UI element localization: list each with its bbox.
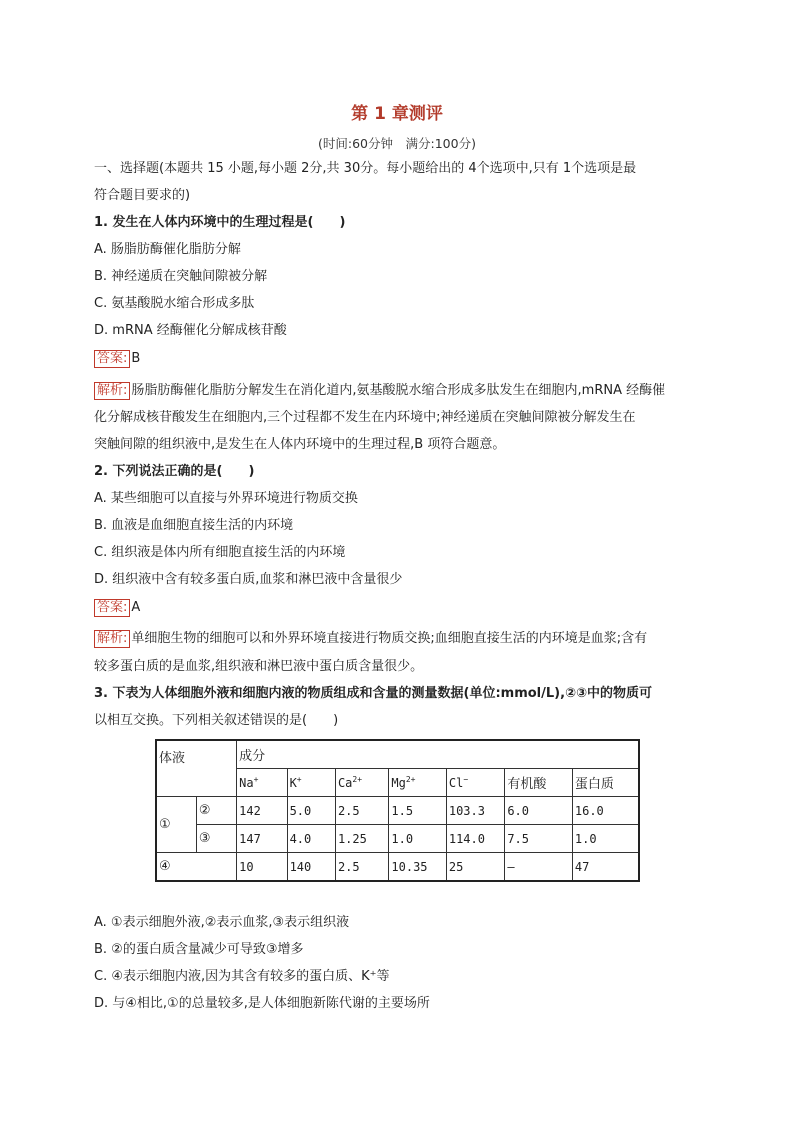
analysis-tag: 解析: bbox=[94, 382, 130, 400]
exam-info: (时间:60分钟 满分:100分) bbox=[318, 136, 476, 151]
table-group-header: 成分 bbox=[237, 740, 639, 769]
table-cell: 1.5 bbox=[389, 797, 446, 825]
q3-option-c: C. ④表示细胞内液,因为其含有较多的蛋白质、K⁺等 bbox=[94, 969, 390, 984]
q3-stem bbox=[94, 685, 652, 703]
table-cell: 147 bbox=[237, 825, 287, 853]
table-cell: 25 bbox=[446, 853, 504, 882]
section-heading-cont: 符合题目要求的) bbox=[94, 188, 191, 203]
answer-tag: 答案: bbox=[94, 599, 130, 617]
q1-answer bbox=[94, 350, 140, 368]
q1-option-d: D. mRNA 经酶催化分解成核苷酸 bbox=[94, 323, 287, 338]
table-cell: 7.5 bbox=[505, 825, 573, 853]
table-cell: 140 bbox=[287, 853, 335, 882]
q2-analysis-line2: 较多蛋白质的是血浆,组织液和淋巴液中蛋白质含量很少。 bbox=[94, 659, 424, 674]
q2-stem-text: 2. 下列说法正确的是( ) bbox=[94, 464, 255, 479]
table-cell: 47 bbox=[572, 853, 639, 882]
col-header: 有机酸 bbox=[505, 769, 573, 797]
q3-option-b: B. ②的蛋白质含量减少可导致③增多 bbox=[94, 942, 304, 957]
table-cell: 10.35 bbox=[389, 853, 446, 882]
q1-answer-value: B bbox=[131, 351, 141, 366]
q1-option-b: B. 神经递质在突触间隙被分解 bbox=[94, 269, 268, 284]
row-label: ② bbox=[196, 797, 236, 825]
table-corner: 体液 bbox=[156, 740, 237, 797]
table-cell: 1.0 bbox=[389, 825, 446, 853]
q3-option-a: A. ①表示细胞外液,②表示血浆,③表示组织液 bbox=[94, 915, 350, 930]
row-label: ④ bbox=[156, 853, 237, 882]
table-cell: 5.0 bbox=[287, 797, 335, 825]
q1-stem-text: 1. 发生在人体内环境中的生理过程是( ) bbox=[94, 215, 346, 230]
table-row bbox=[156, 853, 639, 882]
q3-stem-cont: 以相互交换。下列相关叙述错误的是( ) bbox=[94, 713, 339, 728]
q3-stem-text: 3. 下表为人体细胞外液和细胞内液的物质组成和含量的测量数据(单位:mmol/L),②③中的物质可 bbox=[94, 686, 653, 701]
q1-option-a: A. 肠脂肪酶催化脂肪分解 bbox=[94, 242, 241, 257]
analysis-tag: 解析: bbox=[94, 630, 130, 648]
q2-option-d: D. 组织液中含有较多蛋白质,血浆和淋巴液中含量很少 bbox=[94, 572, 403, 587]
table-cell: — bbox=[505, 853, 573, 882]
q2-option-a: A. 某些细胞可以直接与外界环境进行物质交换 bbox=[94, 491, 358, 506]
table-cell: 6.0 bbox=[505, 797, 573, 825]
table-cell: 1.25 bbox=[335, 825, 388, 853]
col-header: Na+ bbox=[237, 769, 287, 797]
q2-option-c: C. 组织液是体内所有细胞直接生活的内环境 bbox=[94, 545, 346, 560]
q1-option-c: C. 氨基酸脱水缩合形成多肽 bbox=[94, 296, 255, 311]
q2-stem bbox=[94, 463, 254, 481]
answer-tag: 答案: bbox=[94, 350, 130, 368]
table-row bbox=[156, 797, 639, 825]
q3-option-d: D. 与④相比,①的总量较多,是人体细胞新陈代谢的主要场所 bbox=[94, 996, 430, 1011]
col-header: $Mg^{2+}$ bbox=[389, 769, 446, 797]
row-group-label: ① bbox=[156, 797, 196, 853]
table-row bbox=[156, 825, 639, 853]
table-cell: 114.0 bbox=[446, 825, 504, 853]
col-header: K+ bbox=[287, 769, 335, 797]
row-label: ③ bbox=[196, 825, 236, 853]
table-cell: 10 bbox=[237, 853, 287, 882]
q1-analysis-line2: 化分解成核苷酸发生在细胞内,三个过程都不发生在内环境中;神经递质在突触间隙被分解发生在 bbox=[94, 410, 636, 425]
col-header: $Ca^{2+}$ bbox=[335, 769, 388, 797]
q1-stem bbox=[94, 214, 345, 232]
q1-analysis-line1 bbox=[94, 382, 665, 400]
table-cell: 2.5 bbox=[335, 853, 388, 882]
q2-answer bbox=[94, 599, 140, 617]
page-title: 第 1 章测评 bbox=[351, 104, 443, 124]
table-cell: 2.5 bbox=[335, 797, 388, 825]
section-heading: 一、选择题(本题共 15 小题,每小题 2分,共 30分。每小题给出的 4个选项中,只有 1个选项是最 bbox=[94, 161, 637, 176]
table-cell: 1.0 bbox=[572, 825, 639, 853]
q2-analysis-line1 bbox=[94, 630, 647, 648]
q1-analysis-line3: 突触间隙的组织液中,是发生在人体内环境中的生理过程,B 项符合题意。 bbox=[94, 437, 506, 452]
table-cell: 4.0 bbox=[287, 825, 335, 853]
table-cell: 16.0 bbox=[572, 797, 639, 825]
col-header: 蛋白质 bbox=[572, 769, 639, 797]
table-cell: 142 bbox=[237, 797, 287, 825]
q1-analysis-text1: 肠脂肪酶催化脂肪分解发生在消化道内,氨基酸脱水缩合形成多肽发生在细胞内,mRNA 经酶催 bbox=[131, 383, 666, 398]
q2-analysis-text1: 单细胞生物的细胞可以和外界环境直接进行物质交换;血细胞直接生活的内环境是血浆;含有 bbox=[131, 631, 648, 646]
table-cell: 103.3 bbox=[446, 797, 504, 825]
composition-table bbox=[155, 739, 640, 882]
col-header: Cl− bbox=[446, 769, 504, 797]
q2-option-b: B. 血液是血细胞直接生活的内环境 bbox=[94, 518, 294, 533]
q2-answer-value: A bbox=[131, 600, 141, 615]
